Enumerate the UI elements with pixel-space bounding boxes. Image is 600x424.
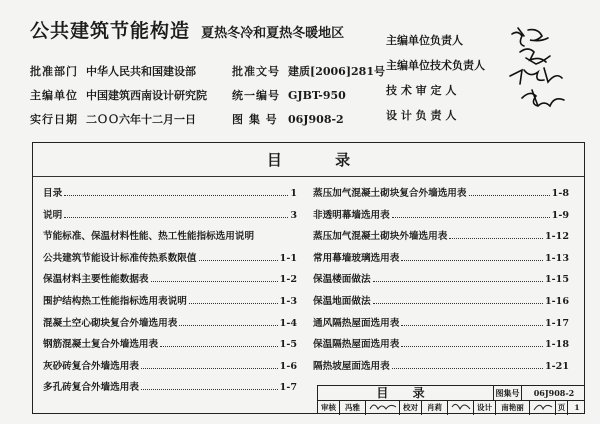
toc-entry-page: 1-17	[544, 317, 569, 329]
designer-name: 南艳丽	[496, 401, 530, 415]
responsible-role: 设 计 负 责 人	[386, 109, 457, 122]
info-row	[30, 84, 368, 108]
designer-signature	[530, 401, 556, 415]
toc-entry-page: 1-7	[279, 382, 297, 394]
toc-entry[interactable]	[43, 293, 297, 315]
leader-dots	[469, 188, 550, 196]
toc-entry-name: 通风隔热屋面选用表	[313, 317, 400, 329]
toc-frame	[32, 142, 585, 414]
toc-entry-page: 1-2	[279, 274, 297, 286]
info-value: 建质[2006]281号	[288, 65, 385, 78]
leader-dots	[392, 210, 550, 218]
title-line	[30, 16, 344, 43]
toc-right-column	[313, 185, 569, 379]
info-row	[30, 60, 385, 84]
leader-dots	[160, 339, 278, 347]
toc-entry-name: 混凝土空心砌块复合外墙选用表	[43, 317, 178, 329]
info-value: GJBT-950	[288, 89, 346, 102]
toc-entry[interactable]	[313, 250, 569, 272]
checker-name: 肖莉	[422, 401, 448, 415]
leader-dots	[64, 188, 288, 196]
signature-scribble	[532, 401, 554, 413]
toc-entry-page: 1-9	[551, 209, 569, 221]
toc-entry[interactable]	[313, 228, 569, 250]
toc-entry[interactable]	[43, 185, 297, 207]
design-label: 设计	[474, 401, 496, 415]
toc-entry-name: 隔热坡屋面选用表	[313, 360, 390, 372]
info-label: 主编单位	[30, 89, 78, 102]
toc-entry[interactable]	[313, 336, 569, 358]
toc-entry-page: 1-13	[544, 252, 569, 264]
toc-entry[interactable]	[313, 271, 569, 293]
toc-entry-name: 公共建筑节能设计标准传热系数限值	[43, 252, 197, 264]
leader-dots	[401, 339, 543, 347]
info-label: 统一编号	[232, 89, 280, 102]
title-block-top-row	[318, 386, 585, 401]
responsible-role: 主编单位负责人	[386, 34, 463, 47]
leader-dots	[449, 231, 543, 239]
toc-entry[interactable]	[43, 336, 297, 358]
toc-entry[interactable]	[43, 379, 297, 401]
toc-entry-page: 1-16	[544, 295, 569, 307]
toc-entry-page: 1-1	[279, 252, 297, 264]
toc-entry[interactable]	[313, 207, 569, 229]
toc-entry-name: 保温楼面做法	[313, 274, 371, 286]
toc-entry-name: 保温地面做法	[313, 295, 371, 307]
toc-entry-name: 钢筋混凝土复合外墙选用表	[43, 339, 159, 351]
drawing-title-block	[317, 385, 585, 414]
toc-entry-page: 1-8	[551, 188, 569, 199]
signature-scribble	[368, 401, 398, 413]
toc-entry[interactable]	[43, 250, 297, 272]
leader-dots	[373, 296, 543, 304]
toc-entry-name: 多孔砖复合外墙选用表	[43, 382, 139, 394]
page-number: 1	[574, 403, 580, 412]
page-label: 页	[556, 401, 568, 415]
toc-entry[interactable]	[313, 293, 569, 315]
info-value: 06J908-2	[288, 113, 344, 126]
reviewer-signature	[366, 401, 400, 415]
toc-entry-name: 蒸压加气混凝土砌块复合外墙选用表	[313, 188, 467, 199]
toc-entry[interactable]	[313, 358, 569, 380]
toc-entry-page: 1-15	[544, 274, 569, 286]
leader-dots	[199, 253, 278, 261]
info-label: 批准部门	[30, 65, 78, 78]
check-label: 校对	[400, 401, 422, 415]
toc-entry-page: 1-3	[279, 295, 297, 307]
atlas-subtitle: 夏热冬冷和夏热冬暖地区	[201, 26, 345, 41]
toc-entry-page: 1-18	[544, 339, 569, 351]
toc-entry-name: 保温材料主要性能数据表	[43, 274, 149, 286]
toc-left-column	[43, 185, 297, 401]
responsible-role: 技 术 审 定 人	[386, 84, 457, 97]
toc-entry-page: 1-21	[544, 360, 569, 372]
info-value: 中华人民共和国建设部	[86, 65, 196, 78]
responsible-persons	[386, 28, 485, 128]
toc-entry[interactable]	[43, 207, 297, 229]
approval-info	[30, 60, 385, 132]
toc-entry-name: 围护结构热工性能指标选用表说明	[43, 295, 187, 307]
toc-entry-name: 保温隔热屋面选用表	[313, 339, 400, 351]
leader-dots	[189, 296, 278, 304]
toc-entry-page: 3	[290, 209, 297, 221]
checker-signature	[448, 401, 474, 415]
atlas-title: 公共建筑节能构造	[30, 20, 191, 42]
handwritten-signatures	[504, 24, 574, 114]
toc-entry-name: 非透明幕墙选用表	[313, 209, 390, 221]
reviewer-name: 冯雅	[340, 401, 366, 415]
responsible-role: 主编单位技术负责人	[386, 59, 485, 72]
toc-entry-name: 灰砂砖复合外墙选用表	[43, 360, 139, 372]
leader-dots	[392, 361, 543, 369]
info-value: 二ＯＯ六年十二月一日	[86, 113, 196, 126]
leader-dots	[141, 361, 278, 369]
toc-heading: 目 录	[266, 151, 375, 169]
toc-entry[interactable]	[43, 358, 297, 380]
info-label: 批准文号	[232, 65, 280, 78]
info-label: 图 集 号	[232, 113, 278, 126]
toc-section-heading: 节能标准、保温材料性能、热工性能指标选用说明	[43, 231, 255, 243]
toc-entry-name: 说明	[43, 209, 63, 221]
toc-entry-page: 1-5	[279, 339, 297, 351]
toc-entry[interactable]	[43, 315, 297, 337]
leader-dots	[401, 318, 543, 326]
title-block-name: 目 录	[318, 386, 494, 401]
toc-entry-name: 常用幕墙玻璃选用表	[313, 252, 400, 264]
toc-entry[interactable]	[313, 315, 569, 337]
toc-entry-page: 1-4	[279, 317, 297, 329]
toc-entry-name: 目录	[43, 188, 63, 199]
info-row	[30, 108, 368, 132]
atlas-number: 06J908-2	[533, 388, 575, 398]
atlas-number-label: 图集号	[494, 386, 522, 401]
leader-dots	[401, 253, 543, 261]
info-value: 中国建筑西南设计研究院	[86, 89, 207, 102]
toc-entry-name: 蒸压加气混凝土砌块外墙选用表	[313, 231, 448, 243]
header	[26, 12, 586, 140]
leader-dots	[141, 382, 278, 390]
toc-entry[interactable]	[43, 271, 297, 293]
leader-dots	[179, 318, 277, 326]
toc-header	[33, 143, 584, 177]
signature-scribble	[450, 401, 472, 413]
leader-dots	[151, 274, 278, 282]
review-label: 审核	[318, 401, 340, 415]
toc-entry-page: 1-12	[544, 231, 569, 243]
toc-entry-page: 1-6	[279, 360, 297, 372]
toc-entry[interactable]	[313, 185, 569, 207]
info-label: 实行日期	[30, 113, 78, 126]
leader-dots	[373, 274, 543, 282]
title-block-signoff-row	[33, 401, 586, 415]
toc-entry-page: 1	[290, 188, 297, 199]
leader-dots	[64, 210, 288, 218]
